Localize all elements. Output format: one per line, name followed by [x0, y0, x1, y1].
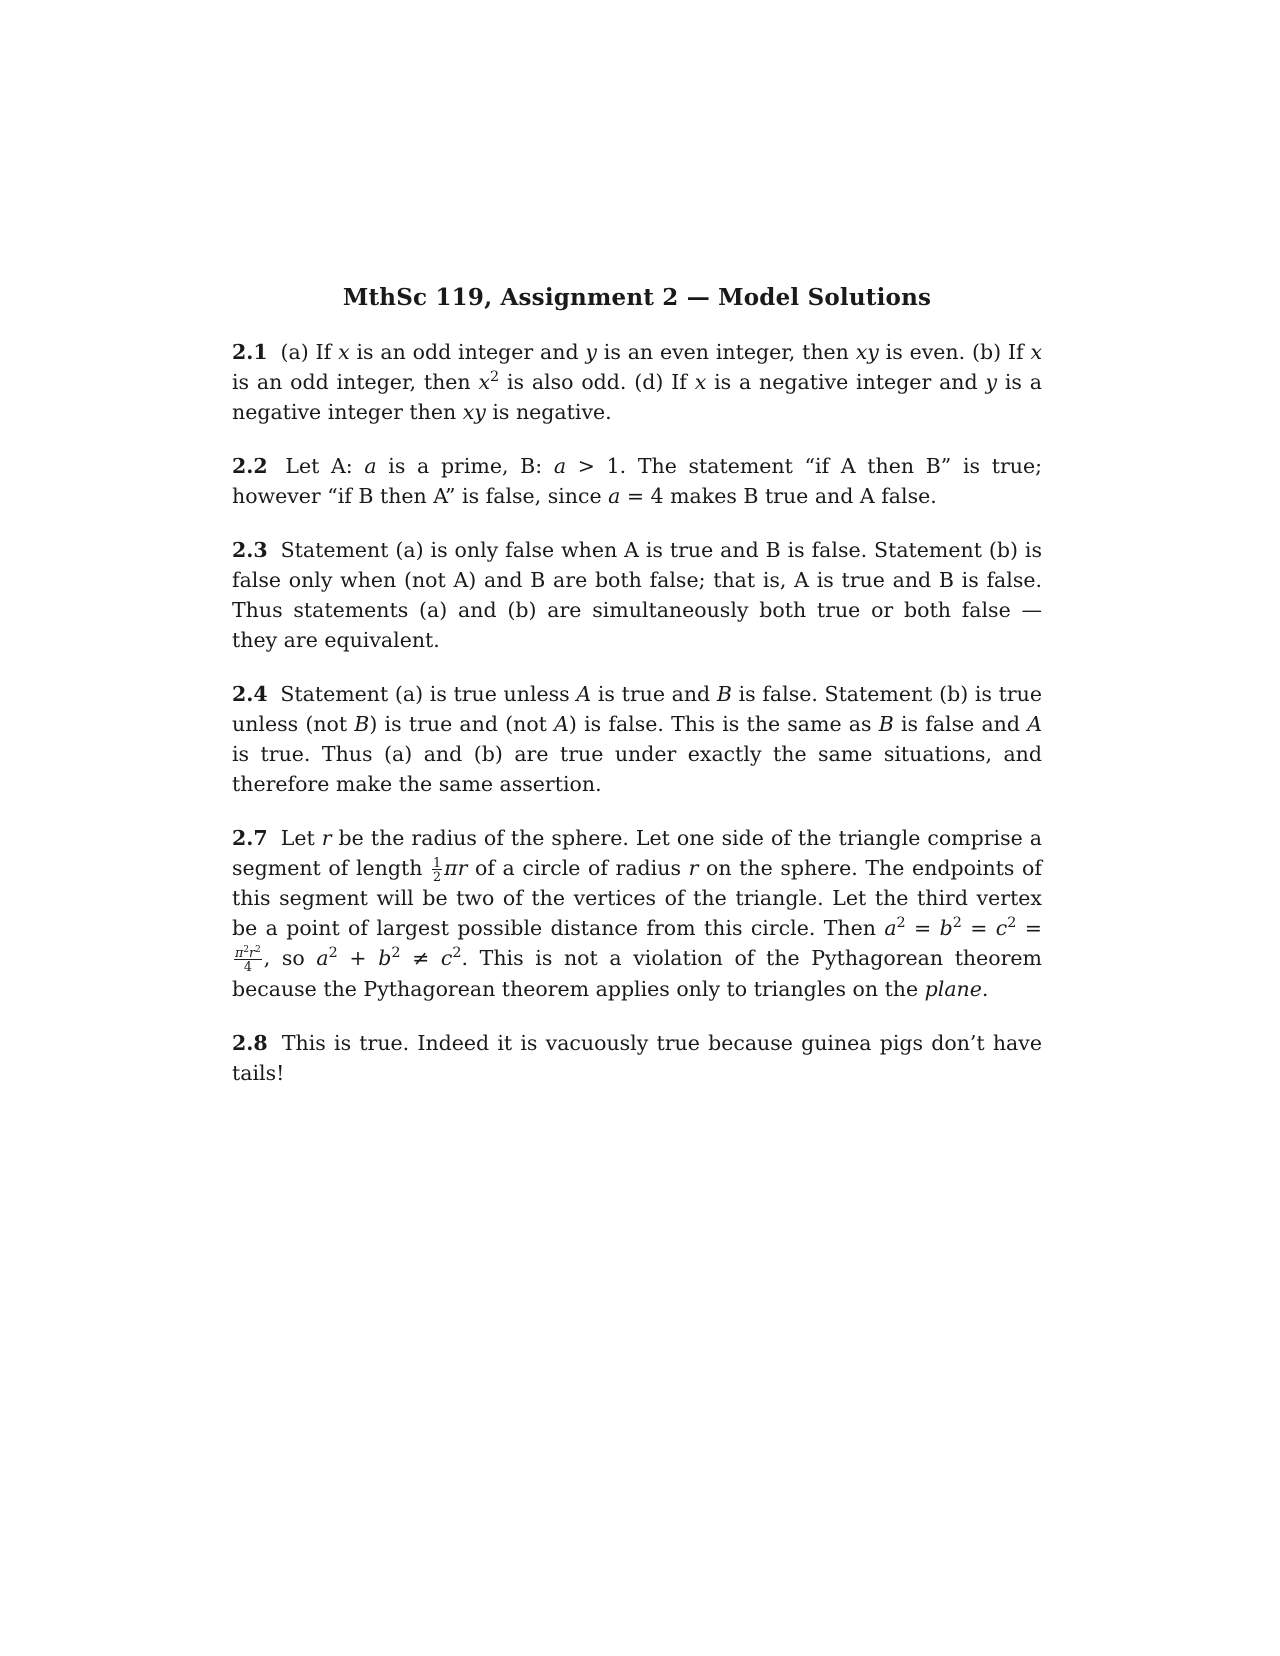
problem-2-2	[232, 451, 1042, 511]
problem-number: 2.4	[232, 682, 268, 706]
problem-2-3	[232, 535, 1042, 655]
fraction-one-half: $\frac{1}{2}$	[433, 854, 442, 884]
problem-text: Let A: a is a prime, B: a > 1. The statement “if A then B” is true; however “if B then A” is false, since a = 4 makes B true and A false.	[232, 454, 1042, 508]
problem-number: 2.7	[232, 826, 268, 850]
problem-2-7	[232, 823, 1042, 1004]
problem-number: 2.3	[232, 538, 268, 562]
fraction-pi-squared-r-squared-over-4: $\frac{\pi^2r^2}{4}$	[235, 945, 261, 975]
solutions-page	[232, 284, 1042, 1112]
problem-2-8	[232, 1028, 1042, 1088]
problem-text: Let r be the radius of the sphere. Let one side of the triangle comprise a segment of length $\frac{1}{2}$ πr of a circle of radius r on the sphere. The endpoints of this segment will be two of the vertices of the triangle. Let the third vertex be a point of largest possible distance from this circle. Then $a^2 = b^2 = c^2$ = $\frac{\pi^2r^2}{4}$ , so $a^2 + b^2 \ne c^2$. This is not a violation of the Pythagorean theorem because the Pythagorean theorem applies only to triangles on the plane.	[232, 826, 1042, 1001]
problem-text: Statement (a) is true unless A is true and B is false. Statement (b) is true unless (not B) is true and (not A) is false. This is the same as B is false and A is true. Thus (a) and (b) are true under exactly the same situations, and therefore make the same assertion.	[232, 682, 1042, 796]
problem-text: Statement (a) is only false when A is true and B is false. Statement (b) is false only when (not A) and B are both false; that is, A is true and B is false. Thus statements (a) and (b) are simultaneously both true or both false — they are equivalent.	[232, 538, 1042, 652]
problem-number: 2.2	[232, 454, 268, 478]
page-title: MthSc 119, Assignment 2 — Model Solutions	[342, 284, 932, 311]
problem-text: (a) If x is an odd integer and y is an even integer, then xy is even. (b) If x is an odd integer, then $x^2$ is also odd. (d) If x is a negative integer and y is a negative integer then xy is negative.	[232, 340, 1042, 424]
problem-2-4	[232, 679, 1042, 799]
problem-text: This is true. Indeed it is vacuously true because guinea pigs don’t have tails!	[232, 1030, 1042, 1085]
problem-number: 2.8	[232, 1030, 268, 1055]
problem-2-1	[232, 337, 1042, 427]
problem-number: 2.1	[232, 340, 268, 364]
